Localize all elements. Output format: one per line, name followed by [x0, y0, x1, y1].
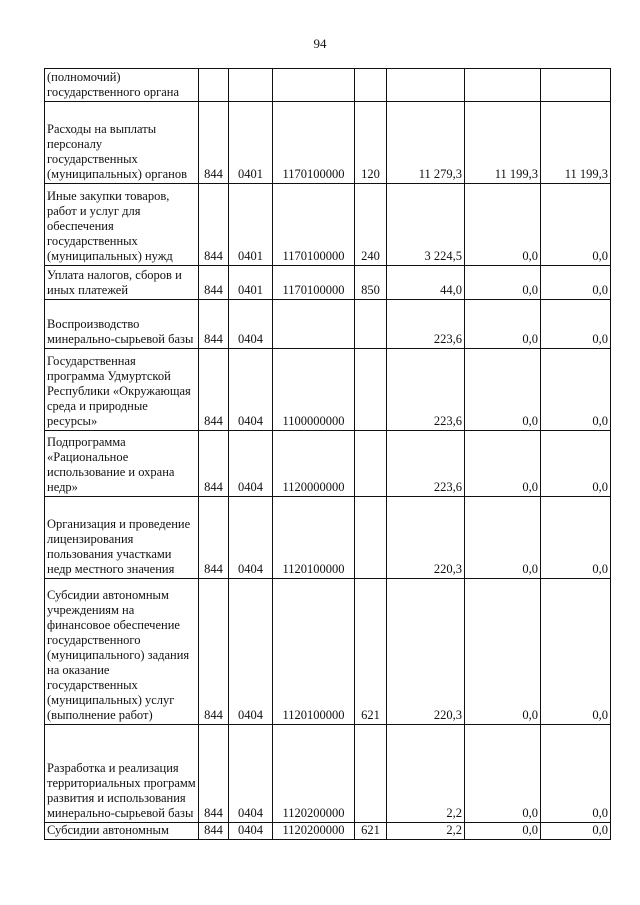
- table-row: [45, 102, 611, 184]
- amount-2024: 0,0: [465, 579, 541, 725]
- amount-2023: 44,0: [387, 266, 465, 300]
- amount-2025: 0,0: [541, 431, 611, 497]
- target-code: 1170100000: [273, 102, 355, 184]
- section-code: 0404: [229, 497, 273, 579]
- ministry-code: 844: [199, 579, 229, 725]
- expense-type-code: 621: [355, 579, 387, 725]
- row-name: Субсидии автономным учреждениям на финансовое обеспечение государственного (муниципального) задания на оказание государственных (муниципальных) услуг (выполнение работ): [45, 579, 199, 725]
- amount-2025: 0,0: [541, 579, 611, 725]
- table-row: [45, 725, 611, 823]
- amount-2025: 11 199,3: [541, 102, 611, 184]
- table-row: [45, 823, 611, 840]
- expense-type-code: 850: [355, 266, 387, 300]
- row-name: Субсидии автономным: [45, 823, 199, 840]
- ministry-code: 844: [199, 725, 229, 823]
- ministry-code: 844: [199, 184, 229, 266]
- amount-2024: 0,0: [465, 725, 541, 823]
- expense-type-code: [355, 69, 387, 102]
- target-code: 1120200000: [273, 725, 355, 823]
- amount-2024: [465, 69, 541, 102]
- expense-type-code: [355, 300, 387, 349]
- section-code: 0404: [229, 349, 273, 431]
- ministry-code: 844: [199, 300, 229, 349]
- amount-2024: 0,0: [465, 497, 541, 579]
- amount-2024: 11 199,3: [465, 102, 541, 184]
- expense-type-code: [355, 497, 387, 579]
- amount-2023: 3 224,5: [387, 184, 465, 266]
- expense-type-code: 240: [355, 184, 387, 266]
- amount-2025: 0,0: [541, 349, 611, 431]
- row-name: Иные закупки товаров, работ и услуг для обеспечения государственных (муниципальных) нужд: [45, 184, 199, 266]
- row-name: Государственная программа Удмуртской Республики «Окружающая среда и природные ресурсы»: [45, 349, 199, 431]
- ministry-code: 844: [199, 823, 229, 840]
- section-code: 0401: [229, 102, 273, 184]
- table-row: [45, 349, 611, 431]
- amount-2024: 0,0: [465, 823, 541, 840]
- amount-2023: 2,2: [387, 823, 465, 840]
- section-code: 0404: [229, 431, 273, 497]
- amount-2025: 0,0: [541, 497, 611, 579]
- amount-2023: 223,6: [387, 431, 465, 497]
- amount-2024: 0,0: [465, 266, 541, 300]
- amount-2025: [541, 69, 611, 102]
- amount-2023: 11 279,3: [387, 102, 465, 184]
- section-code: 0404: [229, 579, 273, 725]
- target-code: 1120100000: [273, 497, 355, 579]
- section-code: [229, 69, 273, 102]
- expense-type-code: 120: [355, 102, 387, 184]
- row-name: Уплата налогов, сборов и иных платежей: [45, 266, 199, 300]
- amount-2023: 223,6: [387, 300, 465, 349]
- table-row: [45, 266, 611, 300]
- ministry-code: 844: [199, 431, 229, 497]
- target-code: 1170100000: [273, 184, 355, 266]
- amount-2025: 0,0: [541, 266, 611, 300]
- row-name: (полномочий) государственного органа: [45, 69, 199, 102]
- table-row: [45, 184, 611, 266]
- table-row: [45, 497, 611, 579]
- budget-table: [44, 68, 611, 840]
- section-code: 0404: [229, 823, 273, 840]
- row-name: Воспроизводство минерально-сырьевой базы: [45, 300, 199, 349]
- target-code: 1100000000: [273, 349, 355, 431]
- amount-2024: 0,0: [465, 349, 541, 431]
- amount-2024: 0,0: [465, 184, 541, 266]
- target-code: 1170100000: [273, 266, 355, 300]
- table-row: [45, 69, 611, 102]
- target-code: 1120200000: [273, 823, 355, 840]
- ministry-code: 844: [199, 497, 229, 579]
- ministry-code: 844: [199, 266, 229, 300]
- table-row: [45, 300, 611, 349]
- expense-type-code: [355, 349, 387, 431]
- expense-type-code: 621: [355, 823, 387, 840]
- table-row: [45, 431, 611, 497]
- page-number: 94: [313, 36, 327, 51]
- section-code: 0404: [229, 300, 273, 349]
- amount-2023: [387, 69, 465, 102]
- amount-2023: 2,2: [387, 725, 465, 823]
- target-code: 1120100000: [273, 579, 355, 725]
- amount-2025: 0,0: [541, 184, 611, 266]
- expense-type-code: [355, 431, 387, 497]
- amount-2024: 0,0: [465, 300, 541, 349]
- amount-2023: 220,3: [387, 497, 465, 579]
- amount-2025: 0,0: [541, 823, 611, 840]
- expense-type-code: [355, 725, 387, 823]
- ministry-code: 844: [199, 102, 229, 184]
- target-code: 1120000000: [273, 431, 355, 497]
- ministry-code: 844: [199, 349, 229, 431]
- section-code: 0401: [229, 266, 273, 300]
- section-code: 0401: [229, 184, 273, 266]
- ministry-code: [199, 69, 229, 102]
- table-row: [45, 579, 611, 725]
- amount-2023: 223,6: [387, 349, 465, 431]
- row-name: Организация и проведение лицензирования пользования участками недр местного значения: [45, 497, 199, 579]
- target-code: [273, 69, 355, 102]
- section-code: 0404: [229, 725, 273, 823]
- row-name: Расходы на выплаты персоналу государственных (муниципальных) органов: [45, 102, 199, 184]
- row-name: Подпрограмма «Рациональное использование и охрана недр»: [45, 431, 199, 497]
- row-name: Разработка и реализация территориальных программ развития и использования минерально-сырьевой базы: [45, 725, 199, 823]
- target-code: [273, 300, 355, 349]
- amount-2025: 0,0: [541, 725, 611, 823]
- amount-2024: 0,0: [465, 431, 541, 497]
- amount-2023: 220,3: [387, 579, 465, 725]
- amount-2025: 0,0: [541, 300, 611, 349]
